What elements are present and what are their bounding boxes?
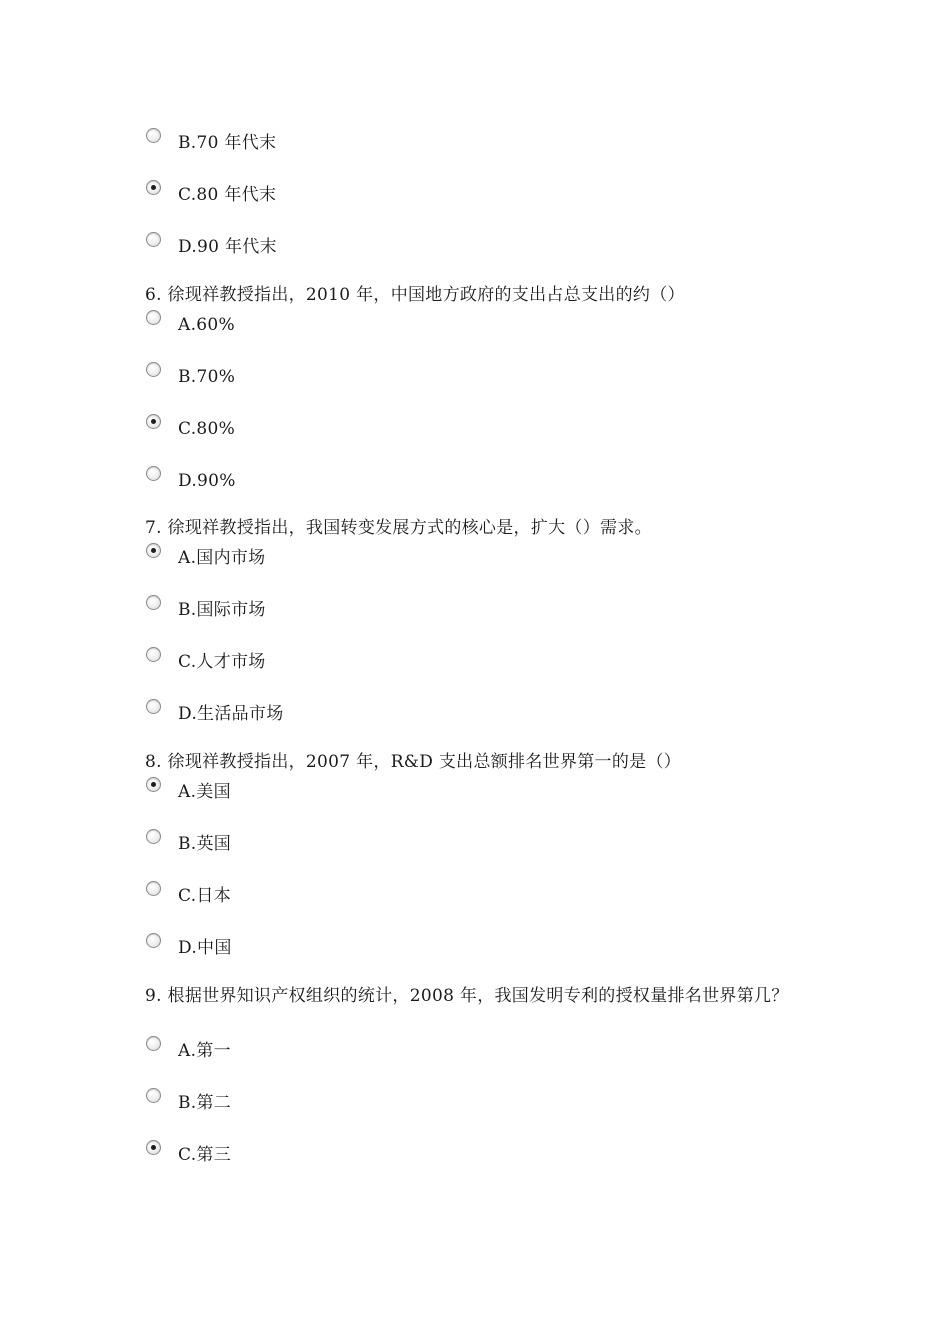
option-label: A.第一 [178,1041,231,1061]
option-6d[interactable] [146,466,236,492]
option-label: B.第二 [178,1093,232,1113]
radio-button-6a[interactable] [146,310,161,325]
option-5b[interactable] [146,128,276,154]
radio-button-7d[interactable] [146,699,161,714]
radio-button-9a[interactable] [146,1036,161,1051]
radio-button-7b[interactable] [146,595,161,610]
option-label: B.70% [178,367,236,387]
radio-button-8c[interactable] [146,881,161,896]
option-6a[interactable] [146,310,235,336]
radio-button-6b[interactable] [146,362,161,377]
option-7c[interactable] [146,647,266,673]
option-7a[interactable] [146,543,265,569]
option-label: D.生活品市场 [178,704,284,724]
option-label: A.国内市场 [178,548,266,568]
option-9c[interactable] [146,1140,231,1166]
option-7d[interactable] [146,699,284,725]
option-label: B.70 年代末 [178,133,277,153]
question-6-text: 6. 徐现祥教授指出，2010 年，中国地方政府的支出占总支出的约（） [145,285,685,305]
radio-button-6c[interactable] [146,414,161,429]
radio-button-5b[interactable] [146,128,161,143]
option-5d[interactable] [146,232,277,258]
radio-button-5d[interactable] [146,232,161,247]
option-label: B.国际市场 [178,600,266,620]
option-label: D.90% [178,471,236,491]
radio-button-7a[interactable] [146,543,161,558]
radio-button-5c[interactable] [146,180,161,195]
option-label: D.中国 [178,938,232,958]
radio-button-6d[interactable] [146,466,161,481]
option-7b[interactable] [146,595,266,621]
question-7-text: 7. 徐现祥教授指出，我国转变发展方式的核心是，扩大（）需求。 [145,518,652,538]
radio-button-8a[interactable] [146,777,161,792]
option-label: C.日本 [178,886,232,906]
option-label: B.英国 [178,834,232,854]
option-label: C.80% [178,419,236,439]
option-9a[interactable] [146,1036,231,1062]
radio-button-8b[interactable] [146,829,161,844]
option-label: A.美国 [178,782,231,802]
option-8b[interactable] [146,829,231,855]
question-8-text: 8. 徐现祥教授指出，2007 年，R&D 支出总额排名世界第一的是（） [145,752,682,772]
option-label: D.90 年代末 [178,237,277,257]
option-8d[interactable] [146,933,232,959]
option-label: C.第三 [178,1145,232,1165]
question-9-text: 9. 根据世界知识产权组织的统计，2008 年，我国发明专利的授权量排名世界第几？ [145,986,789,1006]
radio-button-9b[interactable] [146,1088,161,1103]
option-5c[interactable] [146,180,276,206]
radio-button-7c[interactable] [146,647,161,662]
option-9b[interactable] [146,1088,231,1114]
radio-button-9c[interactable] [146,1140,161,1155]
option-label: C.80 年代末 [178,185,277,205]
radio-button-8d[interactable] [146,933,161,948]
option-label: C.人才市场 [178,652,266,672]
option-8a[interactable] [146,777,231,803]
option-8c[interactable] [146,881,231,907]
option-6c[interactable] [146,414,235,440]
option-6b[interactable] [146,362,235,388]
option-label: A.60% [178,315,235,335]
